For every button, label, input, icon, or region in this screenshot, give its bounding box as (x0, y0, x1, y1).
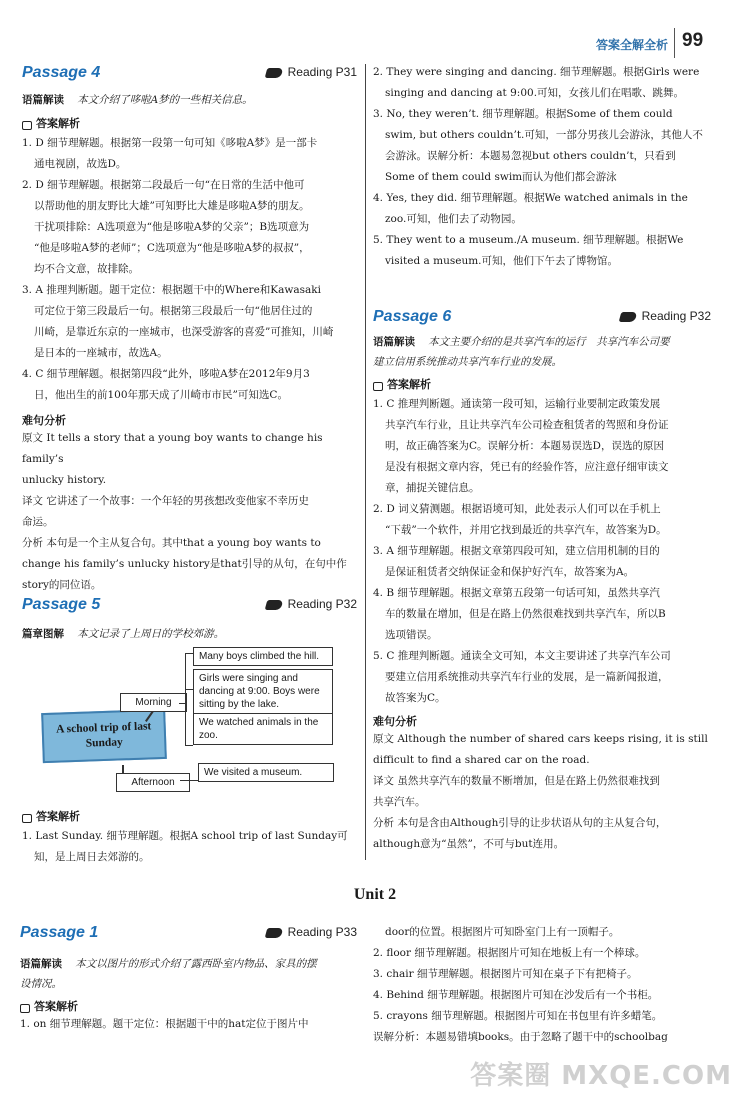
difficult-sentence-heading: 难句分析 (22, 414, 66, 427)
answer-line: zoo.可知，他们去了动物园。 (385, 213, 522, 225)
answer-line: 1. Last Sunday. 细节理解题。根据A school trip of last Sunday可 (22, 830, 348, 842)
answer-line: 2. D 词义猜测题。根据语境可知，此处表示人们可以在手机上 (373, 503, 661, 515)
answer-line: 3. chair 细节理解题。根据图片可知在桌子下有把椅子。 (373, 968, 638, 980)
bracket-line (185, 653, 186, 745)
answer-line: 5. C 推理判断题。通读全文可知，本文主要讲述了共享汽车公司 (373, 650, 671, 662)
answer-line: “下载”一个软件，并用它找到最近的共享汽车，故答案为D。 (385, 524, 667, 536)
diff-line: 译文 虽然共享汽车的数量不断增加，但是在路上仍然很难找到 (373, 775, 660, 787)
lock-icon (22, 121, 32, 130)
difficult-sentence-heading: 难句分析 (373, 715, 417, 728)
lock-icon (20, 1004, 30, 1013)
answer-line: 1. on 细节理解题。题干定位：根据题干中的hat定位于图片中 (20, 1018, 309, 1030)
diff-line: although意为“虽然”，不可与but连用。 (373, 838, 565, 850)
answer-list (22, 133, 357, 406)
diff-line: 分析 本句是含由Although引导的让步状语从句的主从复合句， (373, 817, 667, 829)
intro-text: 本文介绍了哆啦A梦的一些相关信息。 (77, 94, 253, 106)
passage-6 (373, 306, 711, 855)
unit2-passage-1-reading: Reading P33 (266, 925, 357, 939)
answer-line: 明，故正确答案为C。误解分析：本题易误选D，误选的原因 (385, 440, 664, 452)
morning-node: Morning (120, 693, 187, 712)
intro-text: 设情况。 (20, 978, 62, 990)
bracket-line (179, 703, 186, 704)
passage-4-title: Passage 4 (22, 64, 101, 81)
diff-line: 共享汽车。 (373, 796, 426, 808)
answer-line: 以帮助他的朋友野比大雄”可知野比大雄是哆啦A梦的朋友。 (34, 200, 310, 212)
answer-line: 要建立信用系统推动共享汽车行业的发展，是一篇新闻报道， (385, 671, 669, 683)
intro-text: 本文以图片的形式介绍了露西卧室内物品、家具的摆 (75, 958, 317, 970)
intro-text: 建立信用系统推动共享汽车行业的发展。 (373, 356, 562, 368)
answer-heading: 答案解析 (373, 376, 711, 392)
difficult-sentence (22, 428, 357, 596)
lock-icon (373, 382, 383, 391)
answer-line: 3. A 推理判断题。题干定位：根据题干中的Where和Kawasaki (22, 284, 321, 296)
answer-line: 是保证租赁者交纳保证金和保护好汽车，故答案为A。 (385, 566, 635, 578)
answer-line: 日，他出生的前100年那天成了川崎市市民”可知选C。 (34, 389, 288, 401)
answer-line: door的位置。根据图片可知卧室门上有一顶帽子。 (385, 926, 620, 938)
answer-line: 2. floor 细节理解题。根据图片可知在地板上有一个棒球。 (373, 947, 646, 959)
intro-label: 语篇解读 (373, 336, 415, 348)
answer-line: 2. D 细节理解题。根据第二段最后一句“在日常的生活中他可 (22, 179, 305, 191)
pointing-hand-icon (264, 600, 283, 610)
intro-label: 篇章图解 (22, 628, 64, 640)
answer-line: 是没有根据文章内容，凭已有的经验作答，应注意仔细审读文 (385, 461, 669, 473)
answer-line: 4. B 细节理解题。根据文章第五段第一句话可知，虽然共享汽 (373, 587, 660, 599)
passage-5-reading: Reading P32 (266, 597, 357, 611)
bracket-line (185, 745, 193, 746)
answer-line: 选项错误。 (385, 629, 438, 641)
answer-line: 川崎，是靠近东京的一座城市，也深受游客的喜爱”可推知，川崎 (34, 326, 334, 338)
diff-line: difficult to find a shared car on the road. (373, 754, 590, 766)
unit2-passage-1-title: Passage 1 (20, 924, 99, 941)
answer-line: “他是哆啦A梦的老师”；C选项意为“他是哆啦A梦的叔叔”， (34, 242, 310, 254)
diff-line: 译文 它讲述了一个故事：一个年轻的男孩想改变他家不幸历史 (22, 495, 309, 507)
passage-5-answers (22, 808, 357, 868)
header-divider (674, 28, 675, 58)
answer-line: 共享汽车行业，且让共享汽车公司检查租赁者的驾照和身份证 (385, 419, 669, 431)
answer-line: visited a museum.可知，他们下午去了博物馆。 (385, 255, 619, 267)
pointing-hand-icon (618, 312, 637, 322)
lock-icon (22, 814, 32, 823)
intro-text: 本文记录了上周日的学校郊游。 (77, 628, 225, 640)
passage-5-continued (373, 62, 711, 272)
answer-line: 2. They were singing and dancing. 细节理解题。根据Girls were (373, 66, 700, 78)
pointing-hand-icon (264, 68, 283, 78)
answer-line: 通电视剧，故选D。 (34, 158, 127, 170)
bracket-line (185, 689, 193, 690)
passage-5 (22, 594, 357, 641)
answer-line: 1. D 细节理解题。根据第一段第一句可知《哆啦A梦》是一部卡 (22, 137, 318, 149)
morning-event: We watched animals in the zoo. (193, 713, 333, 745)
mind-map (22, 645, 357, 805)
column-divider (365, 64, 366, 860)
answer-line: Some of them could swim而认为他们都会游泳 (385, 171, 617, 183)
intro-label: 语篇解读 (22, 94, 64, 106)
answer-line: 4. C 细节理解题。根据第四段“此外，哆啦A梦在2012年9月3 (22, 368, 310, 380)
pointing-hand-icon (264, 928, 283, 938)
answer-line: 章，捕捉关键信息。 (385, 482, 480, 494)
answer-line: singing and dancing at 9:00.可知，女孩儿们在唱歌、跳舞。 (385, 87, 685, 99)
answer-line: 5. crayons 细节理解题。根据图片可知在书包里有许多蜡笔。 (373, 1010, 663, 1022)
diff-line: change his family’s unlucky history是that引导的从句，在句中作 (22, 558, 347, 570)
intro-text: 本文主要介绍的是共享汽车的运行 共享汽车公司要 (428, 336, 670, 348)
answer-line: 均不合文意，故排除。 (34, 263, 139, 275)
answer-line: 可定位于第三段最后一句。根据第三段最后一句“他居住过的 (34, 305, 313, 317)
answer-heading: 答案解析 (22, 808, 357, 824)
answer-line: 车的数量在增加，但是在路上仍然很难找到共享汽车，所以B (385, 608, 666, 620)
bracket-line (185, 653, 193, 654)
afternoon-event: We visited a museum. (198, 763, 334, 782)
unit-title: Unit 2 (353, 886, 397, 903)
answer-heading: 答案解析 (20, 998, 357, 1014)
answer-line: 干扰项排除：A选项意为“他是哆啦A梦的父亲”；B选项意为 (34, 221, 310, 233)
answer-line: 故答案为C。 (385, 692, 446, 704)
passage-4-reading: Reading P31 (266, 65, 357, 79)
watermark: 答案圈 MXQE.COM (470, 1061, 732, 1091)
diff-line: unlucky history. (22, 474, 107, 486)
intro-label: 语篇解读 (20, 958, 62, 970)
diff-line: 原文 It tells a story that a young boy wants to change his family’s (22, 432, 323, 465)
answer-line: swim, but others couldn’t.可知，一部分男孩儿会游泳，其他人不 (385, 129, 703, 141)
mind-map-center: A school trip of last Sunday (41, 709, 167, 763)
answer-line: 误解分析：本题易错填books。由于忽略了题干中的schoolbag (373, 1031, 668, 1043)
answer-line: 5. They went to a museum./A museum. 细节理解题。根据We (373, 234, 684, 246)
afternoon-node: Afternoon (116, 773, 190, 792)
morning-event: Many boys climbed the hill. (193, 647, 333, 666)
unit2-passage-1-right (373, 922, 711, 1048)
passage-6-title: Passage 6 (373, 308, 452, 325)
answer-heading: 答案解析 (22, 115, 357, 131)
diff-line: 分析 本句是一个主从复合句。其中that a young boy wants to (22, 537, 321, 549)
answer-line: 4. Behind 细节理解题。根据图片可知在沙发后有一个书柜。 (373, 989, 659, 1001)
answer-line: 3. No, they weren’t. 细节理解题。根据Some of them could (373, 108, 673, 120)
answer-line: 3. A 细节理解题。根据文章第四段可知，建立信用机制的目的 (373, 545, 660, 557)
header-label: 答案全解全析 (596, 38, 669, 52)
answer-line: 是日本的一座城市，故选A。 (34, 347, 168, 359)
morning-event: Girls were singing and dancing at 9:00. Boys were sitting by the lake. (193, 669, 333, 714)
diff-line: 原文 Although the number of shared cars keeps rising, it is still (373, 733, 708, 745)
unit2-passage-1 (20, 922, 357, 1035)
diff-line: story的同位语。 (22, 579, 102, 591)
answer-line: 会游泳。误解分析：本题易忽视but others couldn’t，只看到 (385, 150, 676, 162)
answer-line: 1. C 推理判断题。通读第一段可知，运输行业要制定政策发展 (373, 398, 661, 410)
answer-line: 知，是上周日去郊游的。 (34, 851, 150, 863)
passage-6-reading: Reading P32 (620, 309, 711, 323)
connector-line (180, 780, 198, 781)
answer-line: 4. Yes, they did. 细节理解题。根据We watched animals in the (373, 192, 688, 204)
diff-line: 命运。 (22, 516, 54, 528)
passage-4 (22, 62, 357, 596)
page-number: 99 (682, 30, 704, 51)
passage-5-title: Passage 5 (22, 596, 101, 613)
